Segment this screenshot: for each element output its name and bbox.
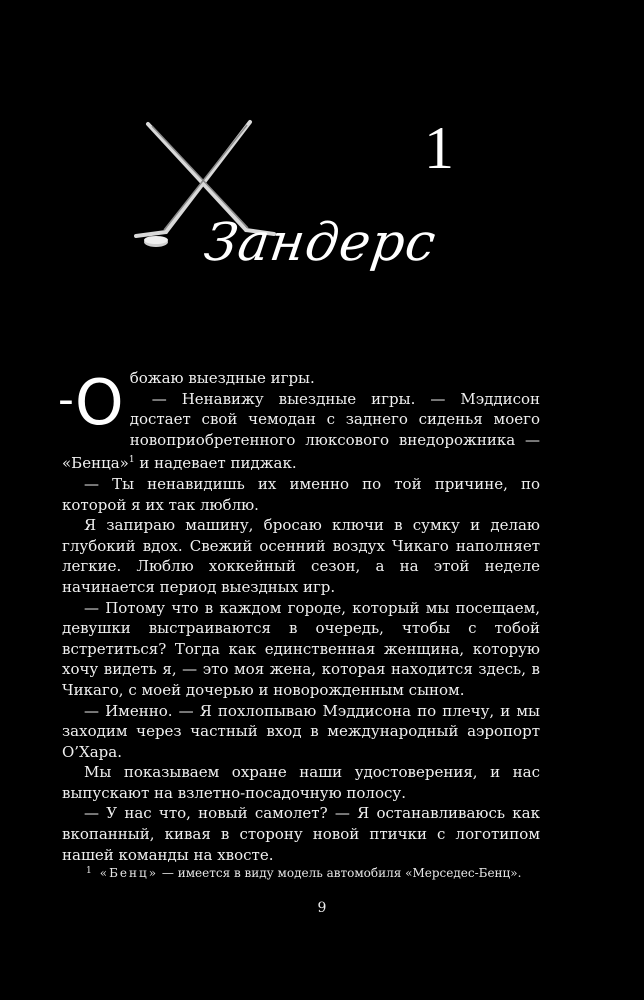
paragraph: — Ты ненавидишь их именно по той причине, по которой я их так люблю. <box>62 474 540 514</box>
footnote-ref: 1 <box>128 455 135 466</box>
chapter-title: Зандерс <box>200 213 441 273</box>
chapter-number: 1 <box>424 115 454 181</box>
footnote-term: «Бенц» <box>99 866 159 880</box>
chapter-body <box>58 366 540 865</box>
drop-cap: -О <box>58 366 124 439</box>
paragraph: — Именно. — Я похлопываю Мэддисона по плечу, и мы заходим через частный вход в международный аэропорт О’Хара. <box>62 701 540 761</box>
paragraph: Мы показываем охране наши удостоверения, и нас выпускают на взлетно-посадочную полосу. <box>62 763 540 802</box>
footnote-number: 1 <box>86 866 92 876</box>
page-number: 9 <box>317 900 327 916</box>
paragraph: — Ненавижу выездные игры. — Мэддисон достает свой чемодан с заднего сиденья моего новоприобретенного люксового внедорожника — «Бенца»$^1$ и надевает пиджак. <box>62 389 540 473</box>
paragraph: — Потому что в каждом городе, который мы посещаем, девушки выстраиваются в очередь, чтобы с тобой встретиться? Тогда как единственная женщина, которую хочу видеть я, — это моя жена, которая находится здесь, в Чикаго, с моей дочерью и новорожденным сыном. <box>62 598 540 699</box>
paragraph: -О божаю выездные игры. <box>58 366 315 439</box>
paragraph: Я запираю машину, бросаю ключи в сумку и делаю глубокий вдох. Свежий осенний воздух Чикаго наполняет легкие. Люблю хоккейный сезон, а на этой неделе начинается период выездных игр. <box>62 516 540 596</box>
footnote <box>86 866 546 880</box>
paragraph: — У нас что, новый самолет? — Я останавливаюсь как вкопанный, кивая в сторону новой птички с логотипом нашей команды на хвосте. <box>62 804 540 864</box>
footnote-text: — имеется в виду модель автомобиля «Мерседес-Бенц». <box>158 866 522 880</box>
